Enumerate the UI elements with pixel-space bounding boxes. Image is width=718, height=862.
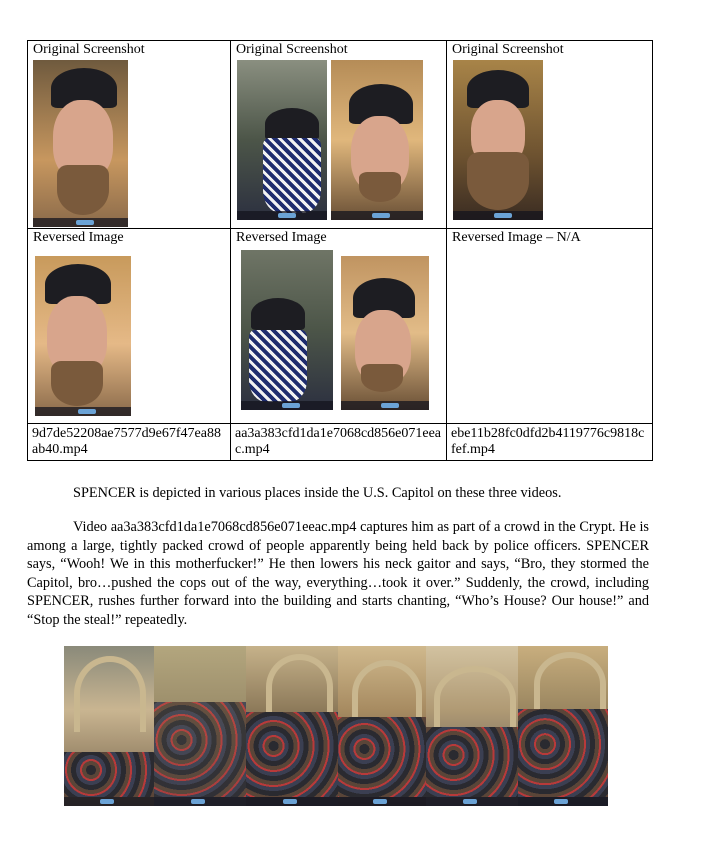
beard-shape [51, 361, 103, 406]
arch-shape [434, 666, 516, 732]
video-player-bar [64, 797, 154, 806]
crowd-shape [154, 702, 246, 797]
paragraph-video-description: Video aa3a383cfd1da1e7068cd856e071eeac.mp4 captures him as part of a crowd in the Crypt. He is among a large, tightly packed crowd of people apparently being held back by police officers. SPENCER says, “Wooh! We in this motherfucker!” He then lowers his neck gaitor and says, “Bro, they stormed the Capitol, bro…pushed the cops out of the way, everything…took it over.” Suddenly, the crowd, including SPENCER, rushes further forward into the building and starts chanting, “Who’s House? Our house!” and “Stop the steal!” repeatedly. [27, 519, 649, 628]
cell-filename-2 [231, 424, 447, 461]
screenshot-image-face [331, 60, 423, 220]
video-player-bar [331, 211, 423, 220]
beanie-shape [251, 298, 305, 330]
beard-shape [57, 165, 109, 215]
video-player-bar [33, 218, 128, 227]
arch-shape [534, 652, 606, 716]
crowd-shape [246, 712, 338, 797]
video-player-bar [154, 797, 246, 806]
screenshot-image-selfie [33, 60, 128, 227]
flag-gaiter-shape [263, 138, 321, 213]
original-screenshot-row [28, 41, 653, 229]
video-frame-1 [64, 646, 154, 806]
video-frame-4 [338, 646, 426, 806]
flag-gaiter-shape [249, 330, 307, 402]
crowd-shape [338, 717, 426, 797]
arch-shape [74, 656, 146, 732]
evidence-table [27, 40, 653, 461]
cell-label: Reversed Image – N/A [452, 230, 581, 245]
video-frame-3 [246, 646, 338, 806]
cell-reversed-2 [231, 229, 447, 424]
video-player-bar [341, 401, 429, 410]
screenshot-image-beard [453, 60, 543, 220]
reversed-image-row [28, 229, 653, 424]
video-frames-strip [64, 646, 608, 806]
video-player-bar [518, 797, 608, 806]
screenshot-image-masked [237, 60, 327, 220]
video-frame-5 [426, 646, 518, 806]
video-player-bar [453, 211, 543, 220]
cell-reversed-3 [447, 229, 653, 424]
video-frame-6 [518, 646, 608, 806]
cell-label: Original Screenshot [452, 42, 564, 57]
cell-original-3 [447, 41, 653, 229]
reversed-image-selfie [35, 256, 131, 416]
paragraph-summary: SPENCER is depicted in various places inside the U.S. Capitol on these three videos. [73, 485, 562, 501]
crowd-shape [426, 727, 518, 797]
beard-shape [359, 172, 401, 202]
video-filename: 9d7de52208ae7577d9e67f47ea88ab40.mp4 [32, 426, 221, 457]
video-frame-2 [154, 646, 246, 806]
cell-original-1 [28, 41, 231, 229]
beard-shape [467, 152, 529, 210]
cell-label: Reversed Image [236, 230, 327, 245]
beard-shape [361, 364, 403, 392]
video-player-bar [241, 401, 333, 410]
video-player-bar [338, 797, 426, 806]
video-player-bar [246, 797, 338, 806]
filename-row [28, 424, 653, 461]
crowd-shape [518, 709, 608, 797]
cell-label: Reversed Image [33, 230, 124, 245]
beanie-shape [265, 108, 319, 140]
video-player-bar [35, 407, 131, 416]
cell-reversed-1 [28, 229, 231, 424]
video-player-bar [237, 211, 327, 220]
reversed-image-masked [241, 250, 333, 410]
cell-filename-3 [447, 424, 653, 461]
arch-shape [266, 654, 333, 720]
cell-label: Original Screenshot [236, 42, 348, 57]
cell-label: Original Screenshot [33, 42, 145, 57]
cell-original-2 [231, 41, 447, 229]
video-player-bar [426, 797, 518, 806]
crowd-shape [64, 752, 154, 797]
video-filename: ebe11b28fc0dfd2b4119776c9818cfef.mp4 [451, 426, 645, 457]
reversed-image-face [341, 256, 429, 410]
video-filename: aa3a383cfd1da1e7068cd856e071eeac.mp4 [235, 426, 442, 457]
cell-filename-1 [28, 424, 231, 461]
